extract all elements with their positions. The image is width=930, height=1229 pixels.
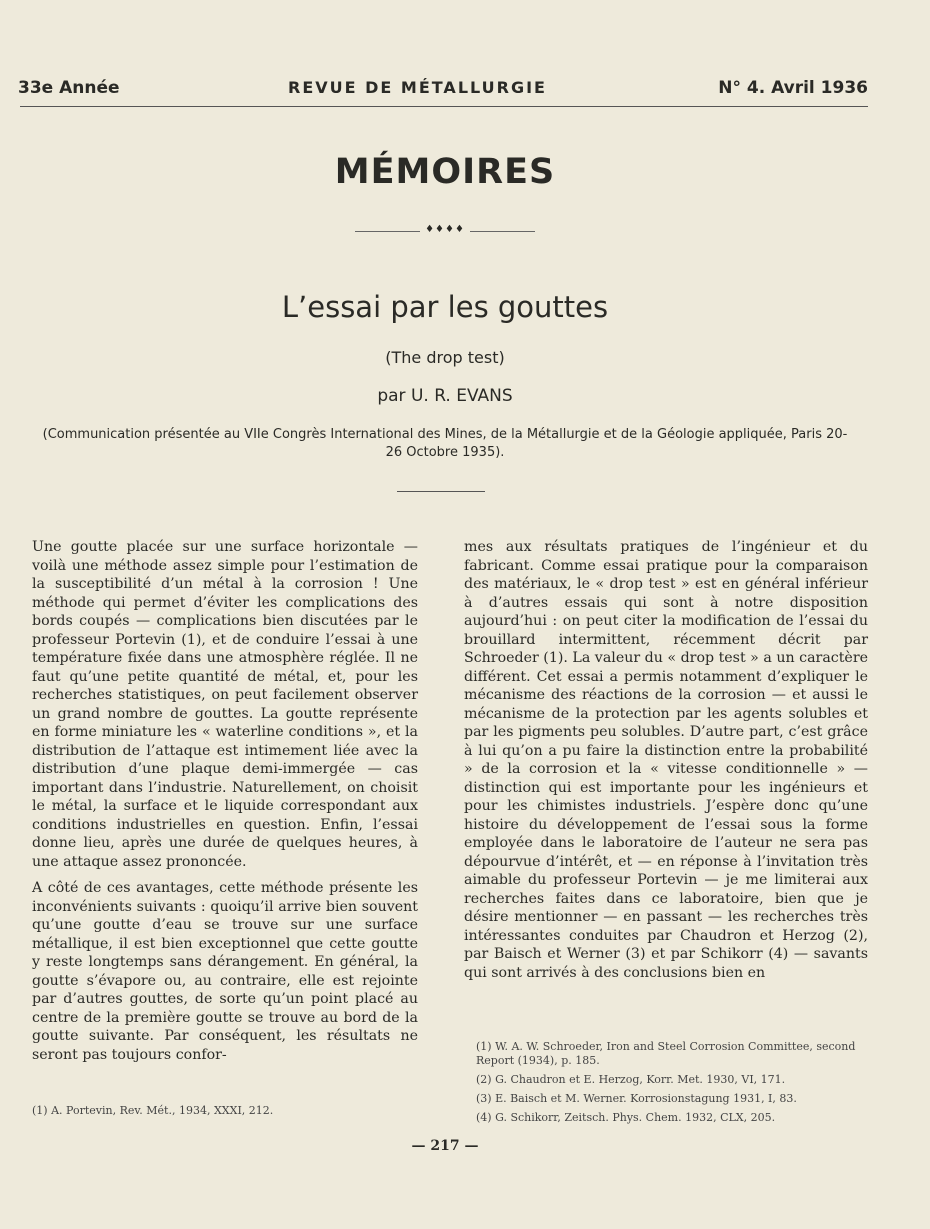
ornament-line-right — [470, 231, 535, 232]
footnotes-list — [476, 1040, 870, 1130]
footnote: (3) E. Baisch et M. Werner. Korrosionstagung 1931, I, 83. — [476, 1092, 797, 1105]
running-head — [18, 78, 868, 102]
article-communication-note: (Communication présentée au VIIe Congrès International des Mines, de la Métallurgie et de la Géologie appliquée, Paris 20-26 Octobre 1935). — [42, 427, 848, 460]
body-column-right — [464, 538, 868, 990]
diamond-ornament-icon: ♦♦♦♦ — [425, 224, 465, 235]
header-divider — [20, 106, 868, 107]
volume-year: 33e Année — [18, 78, 120, 98]
paragraph: A côté de ces avantages, cette méthode présente les inconvénients suivants : quoiqu’il arrive bien souvent qu’une goutte d’eau se trouve sur une surface métallique, il est bien exceptionnel que cette goutte y reste longtemps sans dérangement. En général, la goutte s’évapore ou, au contraire, elle est rejointe par d’autres gouttes, de sorte qu’un point placé au centre de la première goutte se trouve au bord de la goutte suivante. Par conséquent, les résultats ne seront pas toujours confor- — [32, 880, 418, 1063]
footnote: (1) W. A. W. Schroeder, Iron and Steel Corrosion Committee, second Report (1934), p. 185. — [476, 1040, 856, 1067]
section-title: MÉMOIRES — [334, 152, 556, 192]
ornament-line-left — [355, 231, 420, 232]
page-number: — 217 — — [411, 1138, 479, 1154]
issue-date: N° 4. Avril 1936 — [718, 78, 868, 98]
paragraph: Une goutte placée sur une surface horizontale — voilà une méthode assez simple pour l’estimation de la susceptibilité d’un métal à la corrosion ! Une méthode qui permet d’éviter les complications des bords coupés — complications bien discutées par le professeur Portevin (1), et de conduire l’essai à une température fixée dans une atmosphère réglée. Il ne faut qu’une petite quantité de métal, et, pour les recherches statistiques, on peut facilement observer un grand nombre de gouttes. La goutte représente en forme miniature les « waterline conditions », et la distribution de l’attaque est intimement liée avec la distribution d’une plaque demi-immergée — cas important dans l’industrie. Naturellement, on choisit le métal, la surface et le liquide correspondant aux conditions industrielles en question. Enfin, l’essai donne lieu, après une durée de quelques heures, à une attaque assez prononcée. — [32, 539, 418, 870]
journal-name: REVUE DE MÉTALLURGIE — [288, 78, 547, 97]
footnote: (2) G. Chaudron et E. Herzog, Korr. Met. 1930, VI, 171. — [476, 1073, 786, 1086]
article-author: par U. R. EVANS — [377, 386, 513, 406]
title-divider — [397, 491, 485, 492]
paragraph: mes aux résultats pratiques de l’ingénieur et du fabricant. Comme essai pratique pour la comparaison des matériaux, le « drop test » est en général inférieur à d’autres essais qui sont à notre disposition aujourd’hui : on peut citer la modification de l’essai du brouillard intermittent, récemment décrit par Schroeder (1). La valeur du « drop test » a un caractère différent. Cet essai a permis notamment d’expliquer le mécanisme des réactions de la corrosion — et aussi le mécanisme de la protection par les agents solubles et par les pigments peu solubles. D’autre part, c’est grâce à lui qu’on a pu faire la distinction entre la probabilité » de la corrosion et la « vitesse conditionnelle » — distinction qui est importante pour les ingénieurs et pour les chimistes industriels. J’espère donc qu’une histoire du développement de l’essai sous la forme employée dans le laboratoire de l’auteur ne sera pas dépourvue d’intérêt, et — en réponse à l’invitation très aimable du professeur Portevin — je me limiterai aux recherches faites dans ce laboratoire, bien que je désire mentionner — en passant — les recherches très intéressantes conduites par Chaudron et Herzog (2), par Baisch et Werner (3) et par Schikorr (4) — savants qui sont arrivés à des conclusions bien en — [464, 539, 868, 981]
body-column-left — [32, 538, 418, 1072]
footnote: (1) A. Portevin, Rev. Mét., 1934, XXXI, 212. — [32, 1104, 274, 1117]
ornament-divider — [355, 224, 535, 238]
article-title: L’essai par les gouttes — [281, 290, 609, 324]
footnote: (4) G. Schikorr, Zeitsch. Phys. Chem. 1932, CLX, 205. — [476, 1111, 776, 1124]
article-subtitle: (The drop test) — [385, 348, 505, 367]
